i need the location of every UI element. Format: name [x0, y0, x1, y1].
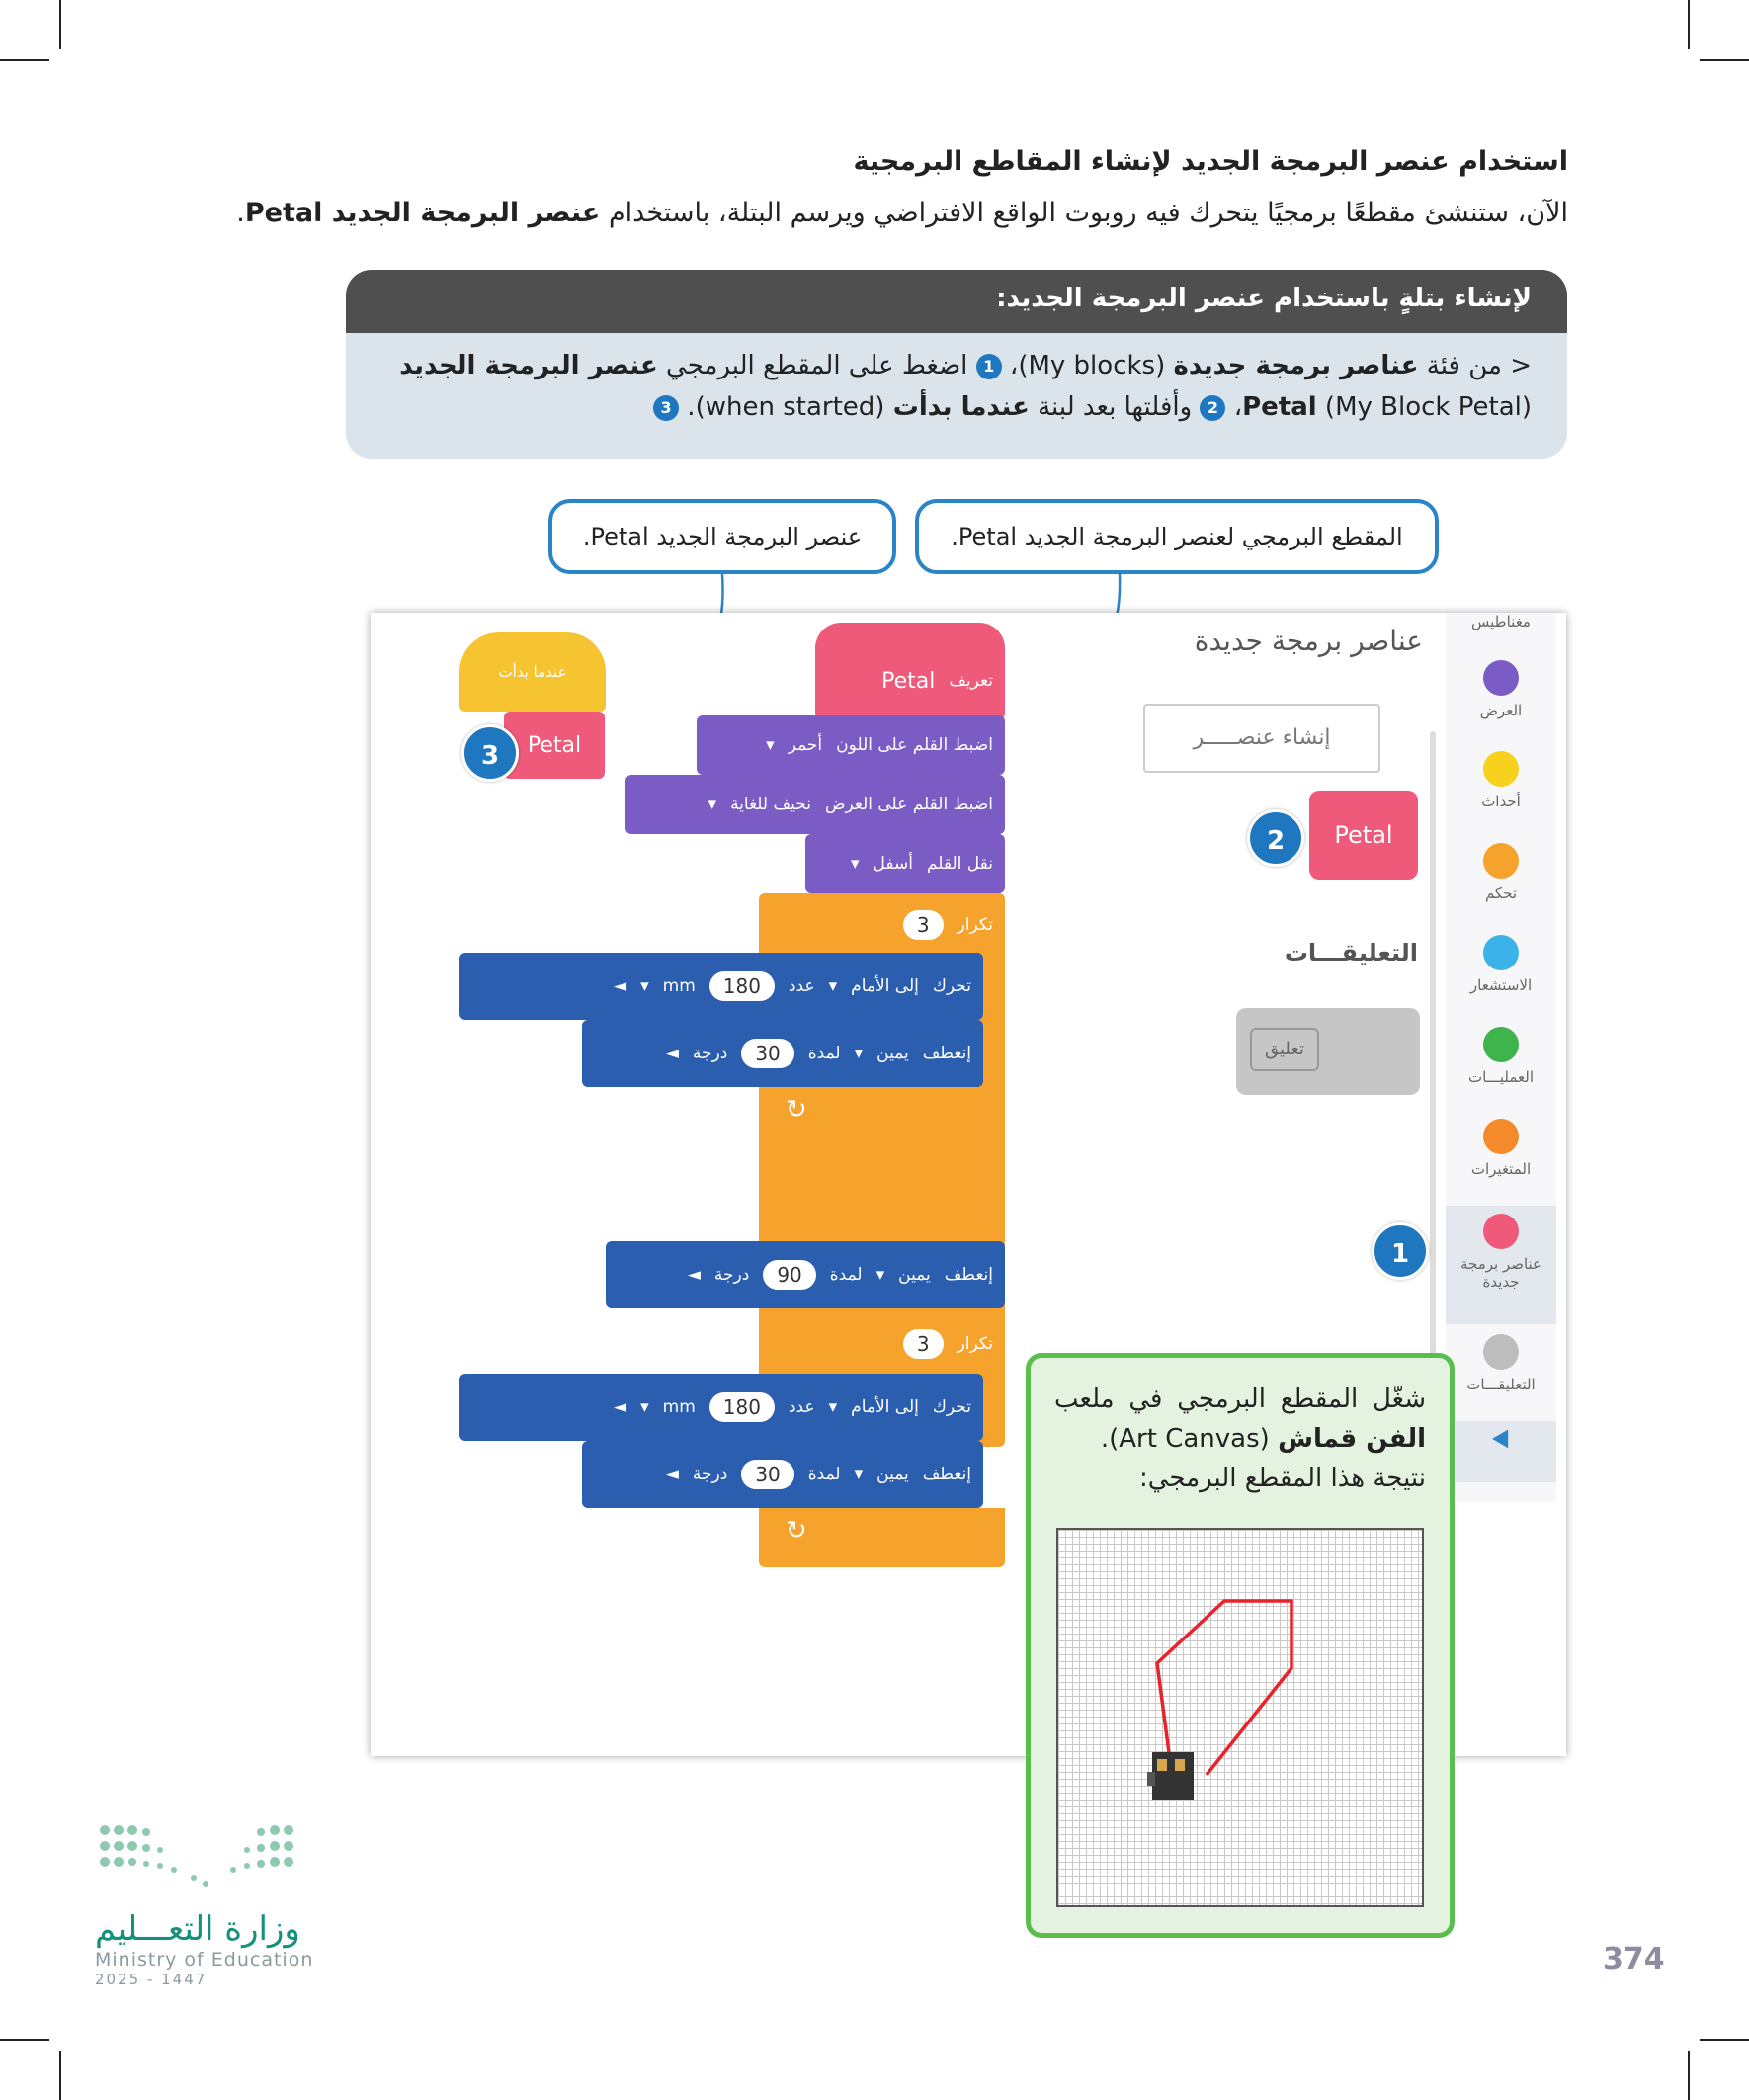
step-badge-3: 3: [461, 724, 519, 782]
repeat-header-2: تكرار 3: [759, 1316, 1005, 1372]
category-magnet[interactable]: مغناطيس: [1471, 613, 1531, 630]
define-block[interactable]: تعريف Petal: [815, 623, 1005, 719]
category-variables[interactable]: المتغيرات: [1446, 1119, 1556, 1178]
loop-arrow-icon: ↻: [786, 1095, 807, 1125]
instruction-text: < من فئة عناصر برمجة جديدة (My blocks)، 1 اضغط على المقطع البرمجي عنصر البرمجة الجديد Petal (My Block Petal)، 2 وأفلتها بعد لبنة عندما بدأت (when started). 3: [399, 351, 1532, 422]
ministry-year: 2025 - 1447: [95, 1971, 208, 1988]
result-box: [1026, 1353, 1455, 1938]
step-badge-2: 2: [1247, 809, 1304, 867]
step-number: 3: [653, 395, 679, 421]
category-dot: [1483, 843, 1519, 879]
move-pen-block[interactable]: نقل القلم أسفل ▾: [805, 834, 1005, 893]
callout-new-block: عنصر البرمجة الجديد Petal.: [548, 499, 896, 574]
category-dot: [1483, 1027, 1519, 1062]
repeat-count[interactable]: 3: [903, 910, 944, 940]
category-dot: [1483, 1119, 1519, 1154]
blocks-icon[interactable]: ⯇: [1446, 1421, 1556, 1482]
make-block-button[interactable]: إنشاء عنصـــــر: [1143, 704, 1380, 773]
when-started-block[interactable]: عندما بدأت: [459, 632, 606, 712]
turn-block-2[interactable]: إنعطف يمين ▾ لمدة 30 درجة ◄: [582, 1441, 983, 1508]
step-number: 2: [1200, 395, 1225, 421]
category-sensing[interactable]: الاستشعار: [1446, 935, 1556, 994]
robot-icon: [1147, 1752, 1194, 1800]
result-instructions: شغّل المقطع البرمجي في ملعب الفن قماش (Art Canvas). نتيجة هذا المقطع البرمجي:: [1054, 1385, 1426, 1493]
category-control[interactable]: تحكم: [1446, 843, 1556, 902]
section-heading: استخدام عنصر البرمجة الجديد لإنشاء المقاطع البرمجية: [853, 146, 1568, 177]
art-canvas-result: [1056, 1528, 1424, 1907]
comment-block[interactable]: [1236, 1008, 1420, 1095]
ministry-name-en: Ministry of Education: [95, 1949, 314, 1971]
drive-block[interactable]: تحرك إلى الأمام ▾ عدد 180 mm ▾ ◄: [459, 953, 983, 1020]
category-looks[interactable]: العرض: [1446, 660, 1556, 719]
category-comments[interactable]: التعليقـــات: [1446, 1334, 1556, 1393]
step-badge-1: 1: [1372, 1222, 1429, 1280]
ministry-name-ar: وزارة التعـــليم: [95, 1909, 300, 1949]
logo-dots-icon: [95, 1818, 312, 1897]
ministry-logo: [95, 1818, 322, 1988]
drive-block-2[interactable]: تحرك إلى الأمام ▾ عدد 180 mm ▾ ◄: [459, 1374, 983, 1441]
category-dot: [1483, 1214, 1519, 1249]
set-pen-color-block[interactable]: اضبط القلم على اللون أحمر ▾: [697, 715, 1005, 775]
loop-arrow-icon: ↻: [786, 1516, 807, 1546]
category-dot: [1483, 935, 1519, 970]
category-events[interactable]: أحداث: [1446, 751, 1556, 810]
comments-title: التعليقـــات: [1284, 939, 1418, 966]
set-pen-width-block[interactable]: اضبط القلم على العرض نحيف للغاية ▾: [625, 775, 1005, 834]
step-number: 1: [976, 354, 1002, 379]
category-dot: [1483, 1334, 1519, 1370]
turn-90-block[interactable]: إنعطف يمين ▾ لمدة 90 درجة ◄: [606, 1241, 1005, 1308]
palette-title: عناصر برمجة جديدة: [1194, 625, 1423, 657]
petal-drawing: [1058, 1530, 1426, 1909]
comment-field: تعليق: [1250, 1028, 1319, 1071]
repeat-count-2[interactable]: 3: [903, 1329, 944, 1359]
instruction-title: لإنشاء بتلةٍ باستخدام عنصر البرمجة الجديد:: [346, 270, 1567, 333]
intro-paragraph: الآن، ستنشئ مقطعًا برمجيًا يتحرك فيه روبوت الواقع الافتراضي ويرسم البتلة، باستخدام عنصر البرمجة الجديد Petal.: [236, 198, 1568, 228]
turn-block[interactable]: إنعطف يمين ▾ لمدة 30 درجة ◄: [582, 1020, 983, 1087]
callout-block-definition: المقطع البرمجي لعنصر البرمجة الجديد Petal.: [915, 499, 1439, 574]
category-my-blocks[interactable]: عناصر برمجة جديدة: [1446, 1206, 1556, 1324]
page-number: 374: [1603, 1942, 1665, 1976]
category-operators[interactable]: العمليـــات: [1446, 1027, 1556, 1086]
repeat-header: تكرار 3: [759, 897, 1005, 953]
category-dot: [1483, 660, 1519, 696]
category-dot: [1483, 751, 1519, 787]
category-bar: [1446, 613, 1556, 1502]
petal-call-block[interactable]: Petal: [504, 712, 605, 779]
palette-petal-block[interactable]: Petal: [1309, 791, 1418, 880]
